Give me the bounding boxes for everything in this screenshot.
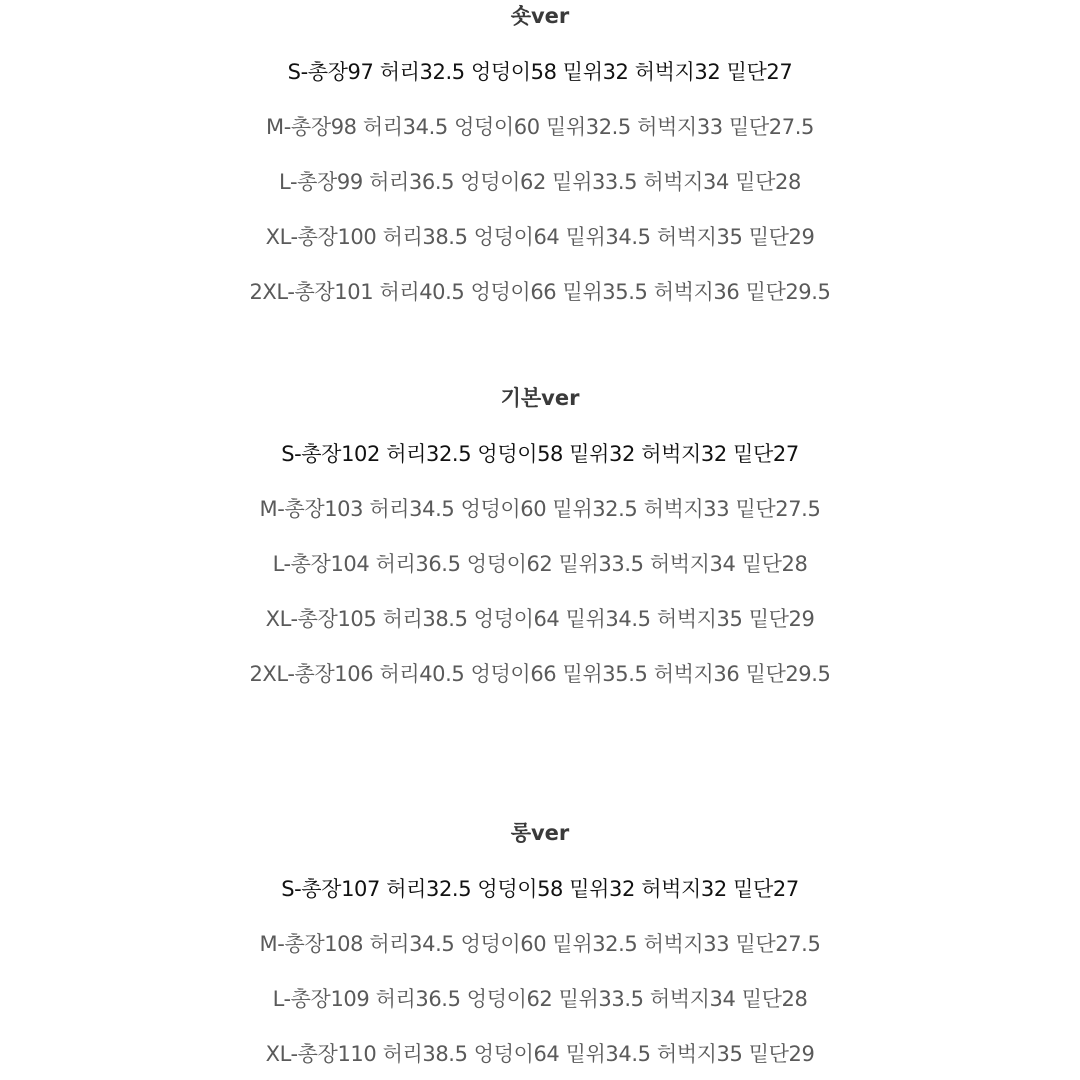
size-row-s: S-총장102 허리32.5 엉덩이58 밑위32 허벅지32 밑단27 (281, 442, 799, 466)
size-row-s: S-총장107 허리32.5 엉덩이58 밑위32 허벅지32 밑단27 (281, 877, 799, 901)
section-title: 숏ver (510, 4, 570, 28)
size-row-2xl: 2XL-총장106 허리40.5 엉덩이66 밑위35.5 허벅지36 밑단29.5 (249, 662, 831, 686)
size-row-xl: XL-총장105 허리38.5 엉덩이64 밑위34.5 허벅지35 밑단29 (265, 607, 815, 631)
section-short (0, 1, 1080, 307)
size-row-l: L-총장104 허리36.5 엉덩이62 밑위33.5 허벅지34 밑단28 (272, 552, 808, 576)
size-row-2xl: 2XL-총장101 허리40.5 엉덩이66 밑위35.5 허벅지36 밑단29.5 (249, 280, 831, 304)
size-row-s: S-총장97 허리32.5 엉덩이58 밑위32 허벅지32 밑단27 (287, 60, 793, 84)
size-row-m: M-총장108 허리34.5 엉덩이60 밑위32.5 허벅지33 밑단27.5 (259, 932, 821, 956)
size-row-xl: XL-총장100 허리38.5 엉덩이64 밑위34.5 허벅지35 밑단29 (265, 225, 815, 249)
section-long (0, 818, 1080, 1069)
section-title: 롱ver (510, 821, 570, 845)
size-row-xl: XL-총장110 허리38.5 엉덩이64 밑위34.5 허벅지35 밑단29 (265, 1042, 815, 1066)
size-row-m: M-총장103 허리34.5 엉덩이60 밑위32.5 허벅지33 밑단27.5 (259, 497, 821, 521)
section-title: 기본ver (500, 386, 580, 410)
size-row-m: M-총장98 허리34.5 엉덩이60 밑위32.5 허벅지33 밑단27.5 (266, 115, 814, 139)
size-row-l: L-총장109 허리36.5 엉덩이62 밑위33.5 허벅지34 밑단28 (272, 987, 808, 1011)
section-regular (0, 383, 1080, 689)
size-row-l: L-총장99 허리36.5 엉덩이62 밑위33.5 허벅지34 밑단28 (279, 170, 801, 194)
